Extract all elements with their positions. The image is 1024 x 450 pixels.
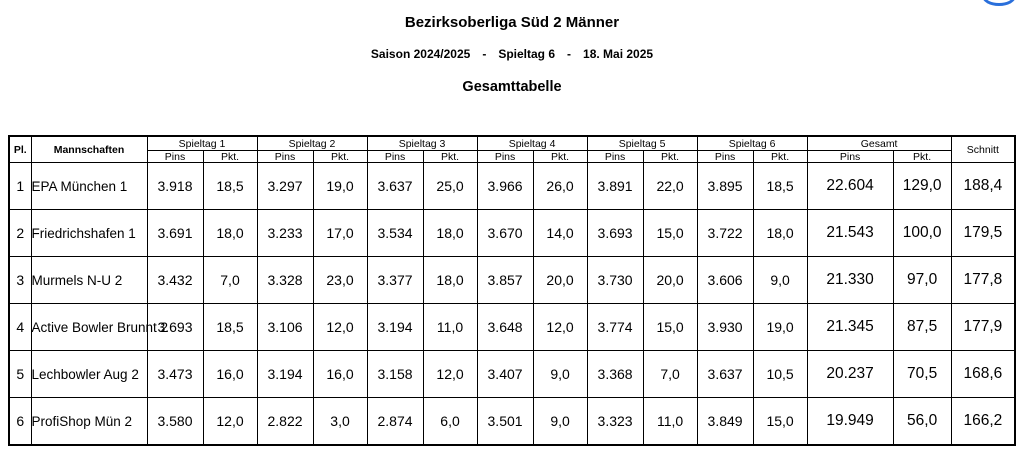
header-row bbox=[9, 136, 1015, 151]
points-cell: 19,0 bbox=[753, 304, 807, 351]
points-cell: 17,0 bbox=[313, 210, 367, 257]
points-cell: 7,0 bbox=[643, 351, 697, 398]
team-cell: Friedrichshafen 1 bbox=[31, 210, 147, 257]
table-row bbox=[9, 351, 1015, 398]
team-cell: Murmels N-U 2 bbox=[31, 257, 147, 304]
date-label: 18. Mai 2025 bbox=[583, 47, 654, 61]
pins-cell: 3.606 bbox=[697, 257, 753, 304]
points-cell: 18,5 bbox=[753, 163, 807, 210]
points-cell: 19,0 bbox=[313, 163, 367, 210]
points-cell: 16,0 bbox=[203, 351, 257, 398]
pins-cell: 3.194 bbox=[257, 351, 313, 398]
points-cell: 9,0 bbox=[533, 351, 587, 398]
pins-cell: 3.158 bbox=[367, 351, 423, 398]
total-pins-cell: 21.543 bbox=[807, 210, 893, 257]
separator: - bbox=[482, 47, 487, 61]
points-cell: 11,0 bbox=[643, 398, 697, 446]
points-cell: 22,0 bbox=[643, 163, 697, 210]
points-cell: 6,0 bbox=[423, 398, 477, 446]
table-row bbox=[9, 257, 1015, 304]
pins-cell: 3.580 bbox=[147, 398, 203, 446]
pins-cell: 2.822 bbox=[257, 398, 313, 446]
col-matchday-6: Spieltag 6 bbox=[697, 136, 807, 151]
logo-icon bbox=[982, 0, 1016, 6]
pins-cell: 3.670 bbox=[477, 210, 533, 257]
col-matchday-3: Spieltag 3 bbox=[367, 136, 477, 151]
sub-points: Pkt. bbox=[643, 151, 697, 163]
sub-points: Pkt. bbox=[203, 151, 257, 163]
league-title: Bezirksoberliga Süd 2 Männer bbox=[404, 14, 620, 31]
total-pins-cell: 21.330 bbox=[807, 257, 893, 304]
rank-cell: 6 bbox=[9, 398, 31, 446]
total-pins-cell: 20.237 bbox=[807, 351, 893, 398]
sub-pins: Pins bbox=[697, 151, 753, 163]
total-pins-cell: 19.949 bbox=[807, 398, 893, 446]
season-line bbox=[0, 47, 1024, 61]
points-cell: 20,0 bbox=[643, 257, 697, 304]
points-cell: 15,0 bbox=[643, 210, 697, 257]
col-matchday-4: Spieltag 4 bbox=[477, 136, 587, 151]
points-cell: 16,0 bbox=[313, 351, 367, 398]
points-cell: 3,0 bbox=[313, 398, 367, 446]
total-points-cell: 87,5 bbox=[893, 304, 951, 351]
pins-cell: 3.501 bbox=[477, 398, 533, 446]
points-cell: 18,0 bbox=[423, 210, 477, 257]
pins-cell: 3.857 bbox=[477, 257, 533, 304]
points-cell: 15,0 bbox=[753, 398, 807, 446]
pins-cell: 2.874 bbox=[367, 398, 423, 446]
matchday-label: Spieltag 6 bbox=[498, 47, 556, 61]
season-label: Saison 2024/2025 bbox=[370, 47, 471, 61]
col-matchday-2: Spieltag 2 bbox=[257, 136, 367, 151]
points-cell: 25,0 bbox=[423, 163, 477, 210]
pins-cell: 3.328 bbox=[257, 257, 313, 304]
sub-points: Pkt. bbox=[753, 151, 807, 163]
sub-pins: Pins bbox=[257, 151, 313, 163]
total-points-cell: 97,0 bbox=[893, 257, 951, 304]
col-average: Schnitt bbox=[951, 136, 1015, 163]
points-cell: 7,0 bbox=[203, 257, 257, 304]
pins-cell: 3.368 bbox=[587, 351, 643, 398]
pins-cell: 3.473 bbox=[147, 351, 203, 398]
points-cell: 15,0 bbox=[643, 304, 697, 351]
pins-cell: 3.849 bbox=[697, 398, 753, 446]
col-matchday-1: Spieltag 1 bbox=[147, 136, 257, 151]
points-cell: 26,0 bbox=[533, 163, 587, 210]
total-points-cell: 100,0 bbox=[893, 210, 951, 257]
pins-cell: 3.637 bbox=[367, 163, 423, 210]
table-row bbox=[9, 304, 1015, 351]
pins-cell: 3.323 bbox=[587, 398, 643, 446]
sub-pins: Pins bbox=[477, 151, 533, 163]
sub-pins: Pins bbox=[807, 151, 893, 163]
pins-cell: 3.730 bbox=[587, 257, 643, 304]
sub-pins: Pins bbox=[367, 151, 423, 163]
total-points-cell: 129,0 bbox=[893, 163, 951, 210]
sub-points: Pkt. bbox=[893, 151, 951, 163]
pins-cell: 3.194 bbox=[367, 304, 423, 351]
rank-cell: 1 bbox=[9, 163, 31, 210]
separator: - bbox=[567, 47, 572, 61]
col-team: Mannschaften bbox=[31, 136, 147, 163]
sub-pins: Pins bbox=[587, 151, 643, 163]
table-subtitle: Gesamttabelle bbox=[462, 79, 562, 95]
subheader-row bbox=[9, 151, 1015, 163]
average-cell: 179,5 bbox=[951, 210, 1015, 257]
pins-cell: 3.693 bbox=[587, 210, 643, 257]
pins-cell: 3.233 bbox=[257, 210, 313, 257]
total-points-cell: 70,5 bbox=[893, 351, 951, 398]
col-total: Gesamt bbox=[807, 136, 951, 151]
points-cell: 12,0 bbox=[533, 304, 587, 351]
points-cell: 18,0 bbox=[423, 257, 477, 304]
pins-cell: 3.534 bbox=[367, 210, 423, 257]
points-cell: 12,0 bbox=[313, 304, 367, 351]
points-cell: 18,5 bbox=[203, 304, 257, 351]
pins-cell: 3.774 bbox=[587, 304, 643, 351]
average-cell: 168,6 bbox=[951, 351, 1015, 398]
points-cell: 14,0 bbox=[533, 210, 587, 257]
pins-cell: 3.966 bbox=[477, 163, 533, 210]
table-row bbox=[9, 210, 1015, 257]
pins-cell: 3.106 bbox=[257, 304, 313, 351]
total-points-cell: 56,0 bbox=[893, 398, 951, 446]
pins-cell: 3.722 bbox=[697, 210, 753, 257]
total-pins-cell: 21.345 bbox=[807, 304, 893, 351]
points-cell: 18,0 bbox=[203, 210, 257, 257]
pins-cell: 3.691 bbox=[147, 210, 203, 257]
pins-cell: 3.377 bbox=[367, 257, 423, 304]
pins-cell: 3.891 bbox=[587, 163, 643, 210]
pins-cell: 3.895 bbox=[697, 163, 753, 210]
rank-cell: 4 bbox=[9, 304, 31, 351]
average-cell: 166,2 bbox=[951, 398, 1015, 446]
pins-cell: 3.432 bbox=[147, 257, 203, 304]
team-cell: EPA München 1 bbox=[31, 163, 147, 210]
team-cell: Active Bowler Brunnt 2 bbox=[31, 304, 147, 351]
team-cell: Lechbowler Aug 2 bbox=[31, 351, 147, 398]
pins-cell: 3.297 bbox=[257, 163, 313, 210]
standings-table bbox=[8, 135, 1016, 446]
average-cell: 177,8 bbox=[951, 257, 1015, 304]
points-cell: 10,5 bbox=[753, 351, 807, 398]
points-cell: 23,0 bbox=[313, 257, 367, 304]
average-cell: 177,9 bbox=[951, 304, 1015, 351]
sub-pins: Pins bbox=[147, 151, 203, 163]
pins-cell: 3.918 bbox=[147, 163, 203, 210]
pins-cell: 3.637 bbox=[697, 351, 753, 398]
col-matchday-5: Spieltag 5 bbox=[587, 136, 697, 151]
total-pins-cell: 22.604 bbox=[807, 163, 893, 210]
average-cell: 188,4 bbox=[951, 163, 1015, 210]
pins-cell: 3.930 bbox=[697, 304, 753, 351]
pins-cell: 3.648 bbox=[477, 304, 533, 351]
sub-points: Pkt. bbox=[313, 151, 367, 163]
team-cell: ProfiShop Mün 2 bbox=[31, 398, 147, 446]
points-cell: 9,0 bbox=[753, 257, 807, 304]
rank-cell: 3 bbox=[9, 257, 31, 304]
sub-points: Pkt. bbox=[533, 151, 587, 163]
sub-points: Pkt. bbox=[423, 151, 477, 163]
table-row bbox=[9, 398, 1015, 446]
points-cell: 12,0 bbox=[203, 398, 257, 446]
pins-cell: 3.693 bbox=[147, 304, 203, 351]
points-cell: 20,0 bbox=[533, 257, 587, 304]
pins-cell: 3.407 bbox=[477, 351, 533, 398]
points-cell: 11,0 bbox=[423, 304, 477, 351]
points-cell: 18,5 bbox=[203, 163, 257, 210]
col-place: Pl. bbox=[9, 136, 31, 163]
points-cell: 18,0 bbox=[753, 210, 807, 257]
table-row bbox=[9, 163, 1015, 210]
points-cell: 9,0 bbox=[533, 398, 587, 446]
rank-cell: 5 bbox=[9, 351, 31, 398]
points-cell: 12,0 bbox=[423, 351, 477, 398]
rank-cell: 2 bbox=[9, 210, 31, 257]
